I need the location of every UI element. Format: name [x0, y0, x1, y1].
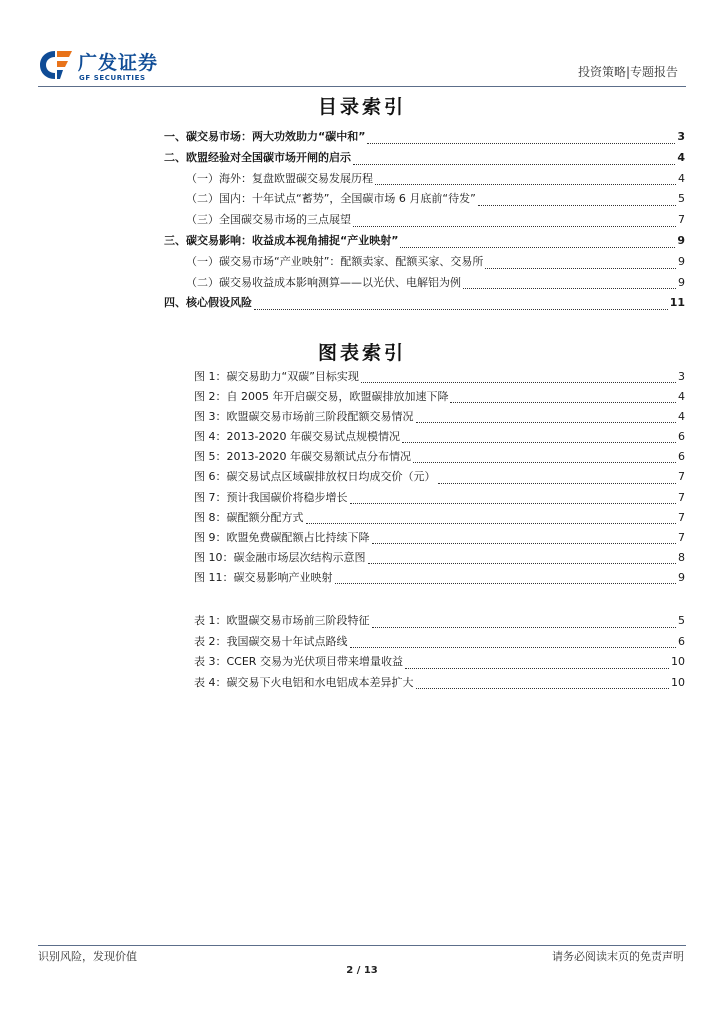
figure-entry[interactable] — [194, 528, 685, 548]
page-header — [38, 44, 686, 84]
figure-entry-text: 图 10：碳金融市场层次结构示意图 — [194, 550, 366, 564]
figure-entry[interactable] — [194, 568, 685, 588]
dot-leader — [372, 613, 677, 628]
figure-entry-text: 图 8：碳配额分配方式 — [194, 510, 304, 524]
dot-leader — [353, 150, 675, 165]
dot-leader — [400, 233, 675, 248]
toc-entry-text: 四、核心假设风险 — [164, 296, 252, 310]
figure-entry[interactable] — [194, 467, 685, 487]
figure-entry[interactable] — [194, 488, 685, 508]
tables-index — [194, 611, 685, 693]
logo-english-text: GF SECURITIES — [79, 74, 146, 82]
table-entry-text: 表 4：碳交易下火电铝和水电铝成本差异扩大 — [194, 675, 414, 689]
dot-leader — [416, 674, 670, 689]
figure-entry[interactable] — [194, 367, 685, 387]
dot-leader — [367, 129, 675, 144]
dot-leader — [350, 633, 677, 648]
figure-entry-page: 3 — [678, 370, 685, 383]
toc-entry-text: （三）全国碳交易市场的三点展望 — [186, 213, 351, 227]
toc-entry-page: 7 — [678, 213, 685, 227]
figure-entry[interactable] — [194, 447, 685, 467]
dot-leader — [372, 529, 677, 544]
table-entry-text: 表 3：CCER 交易为光伏项目带来增量收益 — [194, 655, 403, 668]
dot-leader — [254, 295, 668, 310]
dot-leader — [306, 509, 677, 524]
figure-entry-page: 7 — [678, 490, 685, 504]
figure-entry-page: 4 — [678, 390, 685, 404]
figure-entry-text: 图 1：碳交易助力“双碳”目标实现 — [194, 370, 359, 383]
report-category: 投资策略|专题报告 — [577, 65, 678, 79]
table-of-contents — [164, 127, 685, 314]
toc-entry-page: 3 — [677, 130, 685, 143]
table-entry-page: 5 — [678, 614, 685, 627]
footer-divider — [38, 945, 686, 946]
dot-leader — [478, 191, 676, 206]
dot-leader — [375, 170, 676, 185]
dot-leader — [402, 428, 676, 443]
figure-entry-text: 图 11：碳交易影响产业映射 — [194, 570, 333, 584]
dot-leader — [368, 549, 677, 564]
figure-entry-text: 图 4：2013-2020 年碳交易试点规模情况 — [194, 430, 400, 444]
figure-entry-page: 4 — [678, 410, 685, 424]
figure-entry-page: 8 — [678, 550, 685, 564]
dot-leader — [450, 388, 676, 403]
figure-entry-page: 6 — [678, 430, 685, 444]
toc-entry[interactable] — [164, 252, 685, 273]
toc-entry-page: 4 — [678, 171, 685, 185]
toc-entry-text: （一）海外：复盘欧盟碳交易发展历程 — [186, 171, 373, 185]
dot-leader — [438, 469, 677, 484]
toc-entry-page: 5 — [678, 192, 685, 206]
figures-index-title: 图表索引 — [317, 342, 406, 364]
toc-title: 目录索引 — [317, 96, 406, 118]
dot-leader — [350, 489, 677, 504]
toc-entry-text: 一、碳交易市场：两大功效助力“碳中和” — [164, 130, 366, 143]
table-entry-text: 表 1：欧盟碳交易市场前三阶段特征 — [194, 614, 370, 627]
page-number: 2 / 13 — [346, 965, 378, 976]
toc-entry-text: （二）碳交易收益成本影响测算——以光伏、电解铝为例 — [186, 275, 461, 289]
figure-entry-page: 9 — [678, 570, 685, 584]
toc-entry[interactable] — [164, 273, 685, 294]
toc-entry-page: 9 — [678, 275, 685, 289]
dot-leader — [485, 254, 676, 269]
figure-entry-text: 图 5：2013-2020 年碳交易额试点分布情况 — [194, 450, 411, 464]
figure-entry-text: 图 2：自 2005 年开启碳交易，欧盟碳排放加速下降 — [194, 390, 449, 404]
table-entry[interactable] — [194, 673, 685, 694]
toc-entry[interactable] — [164, 189, 685, 210]
table-entry[interactable] — [194, 632, 685, 653]
table-entry-page: 10 — [671, 655, 685, 668]
toc-entry[interactable] — [164, 169, 685, 190]
dot-leader — [405, 654, 669, 669]
toc-entry-page: 9 — [677, 233, 685, 247]
footer-slogan: 识别风险，发现价值 — [38, 950, 137, 963]
toc-entry[interactable] — [164, 231, 685, 252]
figure-entry[interactable] — [194, 508, 685, 528]
toc-entry[interactable] — [164, 210, 685, 231]
toc-entry[interactable] — [164, 127, 685, 148]
figure-entry[interactable] — [194, 548, 685, 568]
figure-entry-text: 图 7：预计我国碳价将稳步增长 — [194, 490, 348, 504]
logo-chinese-text: 广发证券 — [78, 52, 159, 74]
toc-entry[interactable] — [164, 293, 685, 314]
dot-leader — [335, 569, 677, 584]
toc-entry-page: 11 — [669, 296, 685, 310]
footer-disclaimer-notice: 请务必阅读末页的免责声明 — [552, 950, 684, 963]
toc-entry-page: 4 — [677, 150, 685, 164]
toc-entry-text: （二）国内：十年试点“蓄势”，全国碳市场 6 月底前“待发” — [186, 192, 476, 206]
dot-leader — [413, 448, 676, 463]
header-divider — [38, 86, 686, 87]
figure-entry-page: 7 — [678, 470, 685, 484]
gf-logo-icon — [38, 48, 74, 82]
toc-entry-text: 二、欧盟经验对全国碳市场开闸的启示 — [164, 150, 351, 164]
dot-leader — [353, 212, 676, 227]
figure-entry-text: 图 9：欧盟免费碳配额占比持续下降 — [194, 530, 370, 544]
figures-index — [194, 367, 685, 588]
toc-entry-page: 9 — [678, 254, 685, 268]
figure-entry[interactable] — [194, 407, 685, 427]
table-entry-page: 6 — [678, 634, 685, 648]
dot-leader — [361, 368, 676, 383]
dot-leader — [416, 408, 677, 423]
figure-entry[interactable] — [194, 387, 685, 407]
toc-entry-text: （一）碳交易市场“产业映射”：配额卖家、配额买家、交易所 — [186, 254, 484, 268]
figure-entry-page: 6 — [678, 450, 685, 464]
dot-leader — [463, 274, 676, 289]
table-entry[interactable] — [194, 652, 685, 673]
table-entry-page: 10 — [671, 675, 685, 689]
figure-entry-page: 7 — [678, 510, 685, 524]
figure-entry[interactable] — [194, 427, 685, 447]
figure-entry-page: 7 — [678, 530, 685, 544]
table-entry[interactable] — [194, 611, 685, 632]
figure-entry-text: 图 6：碳交易试点区域碳排放权日均成交价（元） — [194, 470, 436, 484]
figure-entry-text: 图 3：欧盟碳交易市场前三阶段配额交易情况 — [194, 410, 414, 424]
toc-entry[interactable] — [164, 148, 685, 169]
table-entry-text: 表 2：我国碳交易十年试点路线 — [194, 634, 348, 648]
toc-entry-text: 三、碳交易影响：收益成本视角捕捉“产业映射” — [164, 233, 399, 247]
